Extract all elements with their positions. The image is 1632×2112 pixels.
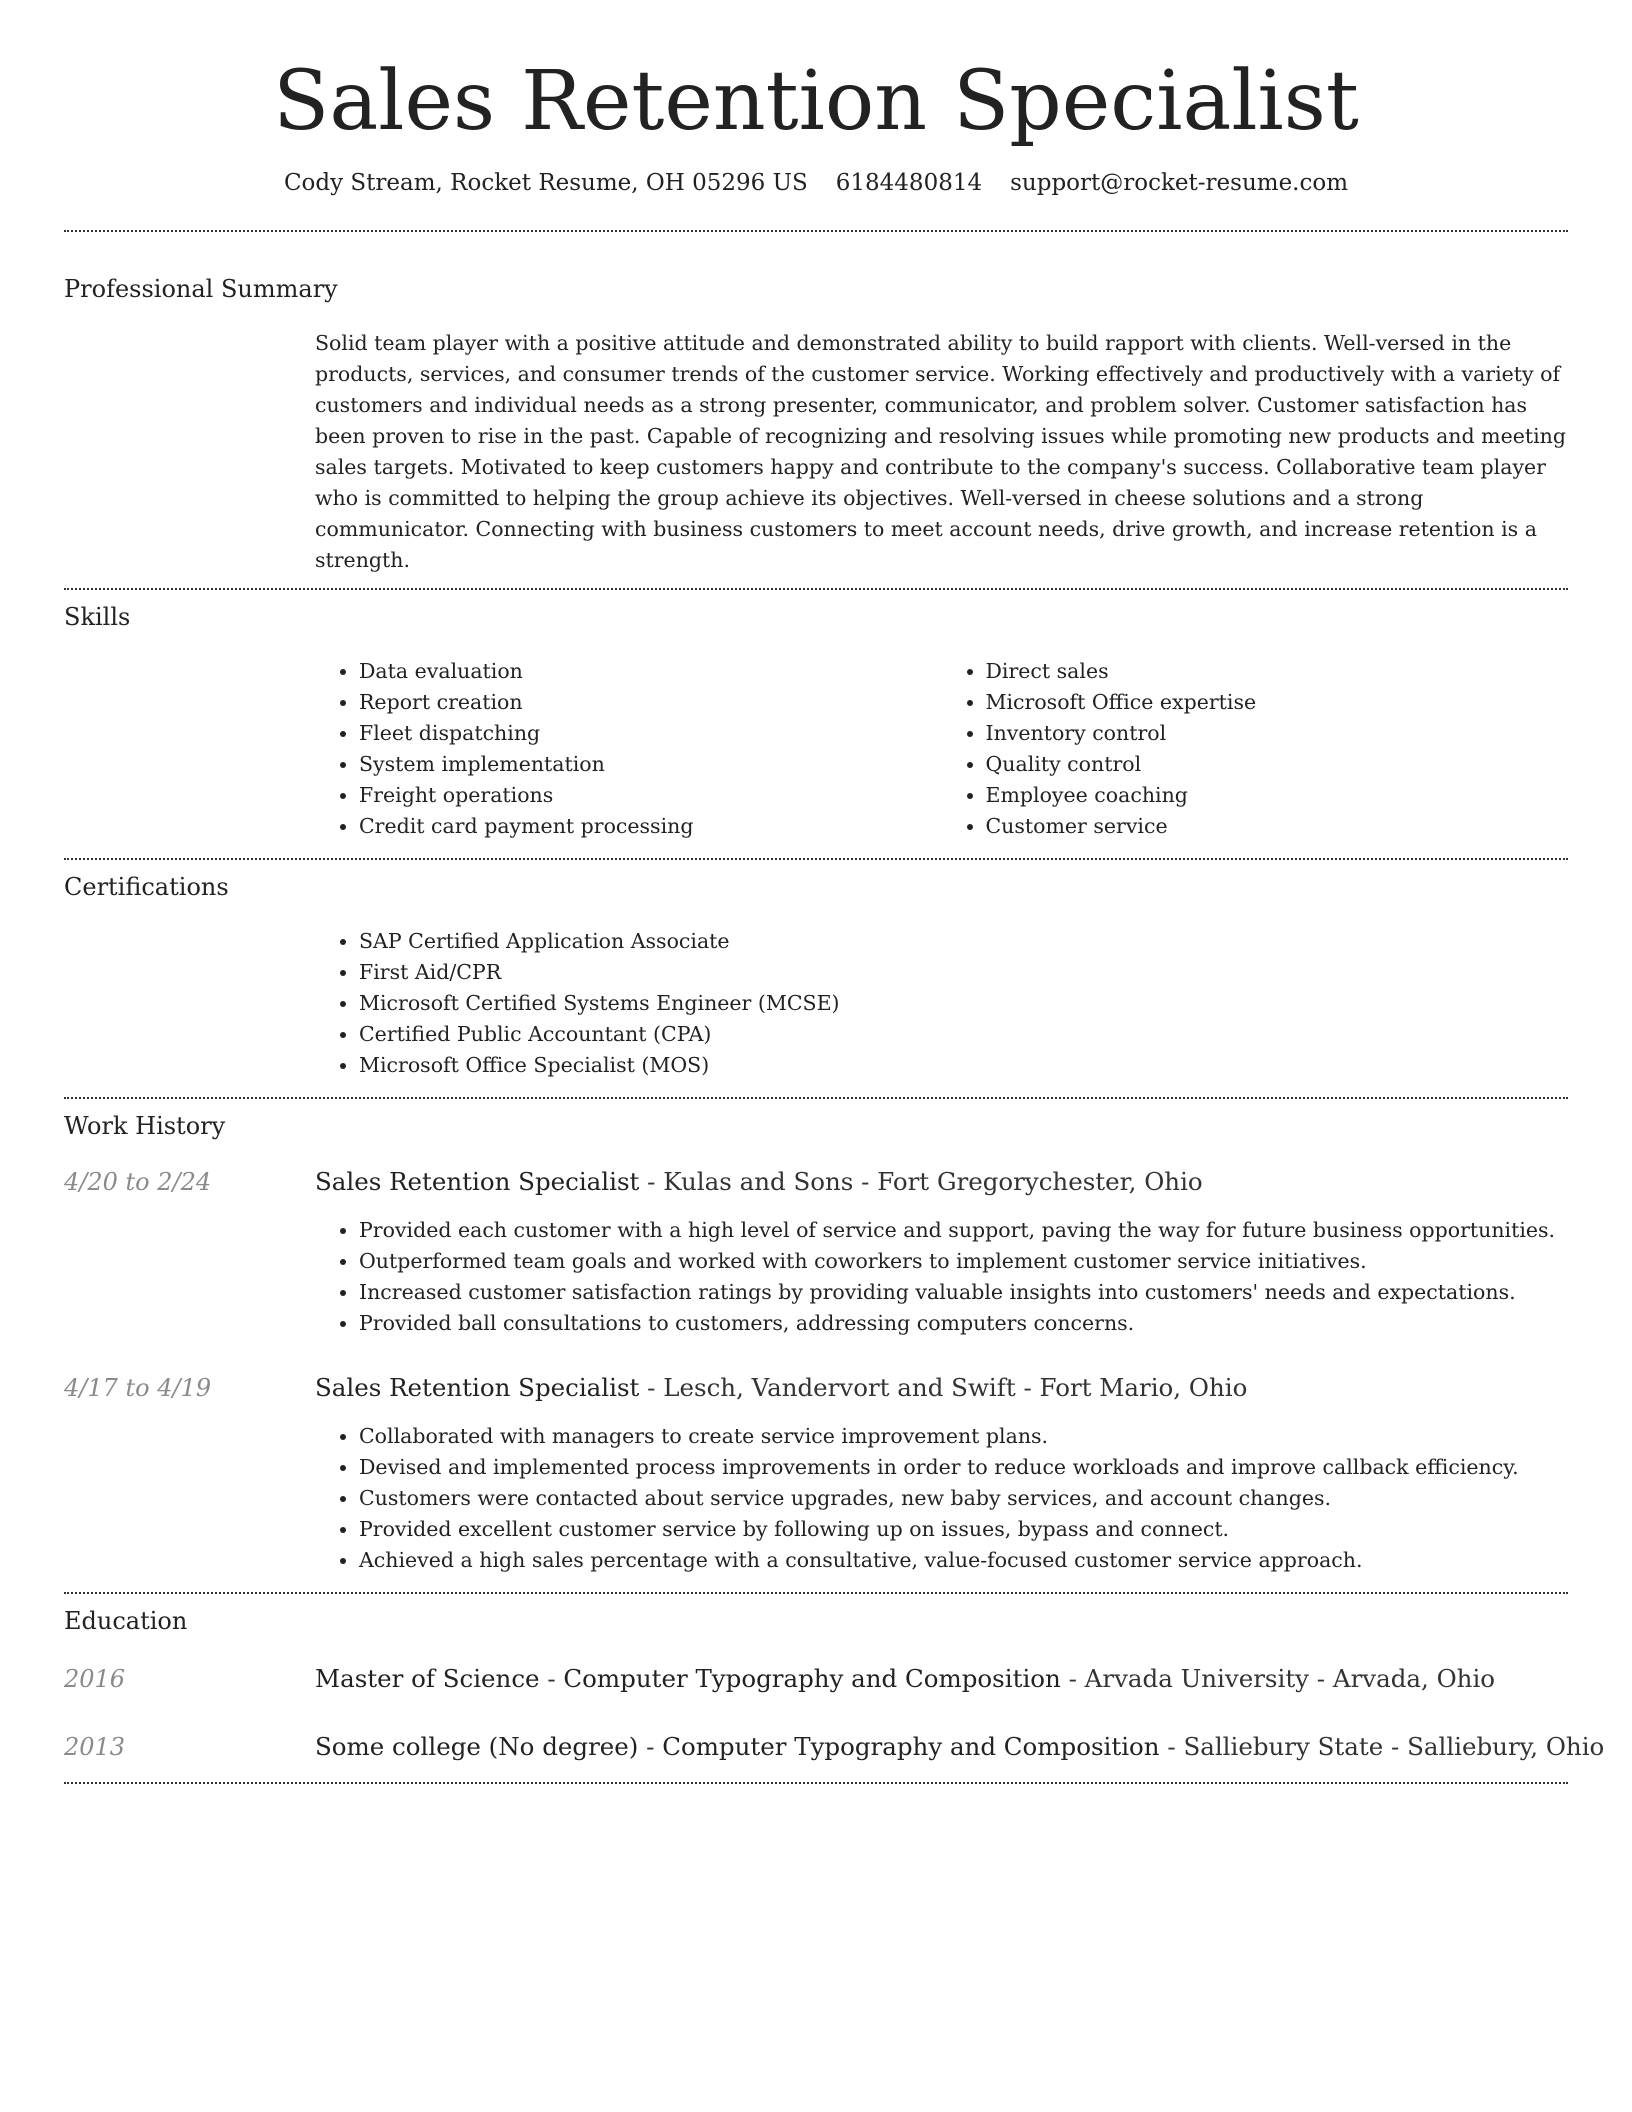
- education-heading-line: [315, 1732, 1604, 1762]
- summary-divider: [64, 588, 1568, 590]
- job-bullets: [315, 1215, 1568, 1339]
- skill-item: • Freight operations: [359, 780, 942, 811]
- separator: -: [1015, 1373, 1040, 1402]
- education-degree: Some college (No degree): [315, 1732, 639, 1761]
- job-bullet: • Provided each customer with a high level of service and support, paving the way for future business opportunities.: [359, 1215, 1568, 1246]
- separator: -: [1383, 1732, 1408, 1761]
- skill-item: • Customer service: [986, 811, 1569, 842]
- skills-list-left: [315, 656, 942, 842]
- job-heading: [315, 1167, 1203, 1197]
- skill-item: • Quality control: [986, 749, 1569, 780]
- education-heading-line: [315, 1664, 1495, 1694]
- job-location: Fort Mario, Ohio: [1039, 1373, 1248, 1402]
- certification-item: • Microsoft Certified Systems Engineer (MCSE): [359, 988, 1568, 1019]
- separator: -: [1309, 1664, 1333, 1693]
- job-bullets: [315, 1421, 1568, 1576]
- job-bullet: • Customers were contacted about service upgrades, new baby services, and account changes.: [359, 1483, 1568, 1514]
- education-school: Arvada University: [1084, 1664, 1310, 1693]
- skills-list-right: [942, 656, 1569, 842]
- separator: -: [1060, 1664, 1085, 1693]
- education-heading: Education: [64, 1607, 188, 1635]
- work-heading: Work History: [64, 1112, 226, 1140]
- job-bullet: • Devised and implemented process improvements in order to reduce workloads and improve callback efficiency.: [359, 1452, 1568, 1483]
- certifications-heading: Certifications: [64, 873, 229, 901]
- contact-address: Cody Stream, Rocket Resume, OH 05296 US: [283, 170, 808, 196]
- job-bullet: • Achieved a high sales percentage with a consultative, value-focused customer service approach.: [359, 1545, 1568, 1576]
- education-location: Arvada, Ohio: [1332, 1664, 1496, 1693]
- job-dates: 4/20 to 2/24: [64, 1168, 212, 1196]
- skill-item: • Direct sales: [986, 656, 1569, 687]
- skill-item: • Credit card payment processing: [359, 811, 942, 842]
- job-title: Sales Retention Specialist: [315, 1373, 640, 1402]
- job-heading: [315, 1373, 1247, 1403]
- separator: -: [639, 1373, 664, 1402]
- summary-text: Solid team player with a positive attitude and demonstrated ability to build rapport with clients. Well-versed in the products, services, and consumer trends of the customer service. Working effectively and productively with a variety of customers and individual needs as a strong presenter, communicator, and problem solver. Customer satisfaction has been proven to rise in the past. Capable of recognizing and resolving issues while promoting new products and meeting sales targets. Motivated to keep customers happy and contribute to the company's success. Collaborative team player who is committed to helping the group achieve its objectives. Well-versed in cheese solutions and a strong communicator. Connecting with business customers to meet account needs, drive growth, and increase retention is a strength.: [315, 331, 1566, 572]
- skill-item: • Data evaluation: [359, 656, 942, 687]
- job-bullet: • Provided excellent customer service by following up on issues, bypass and connect.: [359, 1514, 1568, 1545]
- skill-item: • Report creation: [359, 687, 942, 718]
- job-bullet: • Increased customer satisfaction ratings by providing valuable insights into customers' needs and expectations.: [359, 1277, 1568, 1308]
- separator: -: [638, 1732, 663, 1761]
- job-company: Kulas and Sons: [663, 1167, 854, 1196]
- resume-title: Sales Retention Specialist: [273, 54, 1359, 149]
- education-location: Salliebury, Ohio: [1407, 1732, 1605, 1761]
- header-divider: [64, 230, 1568, 232]
- contact-phone: 6184480814: [835, 170, 983, 196]
- education-divider: [64, 1782, 1568, 1784]
- education-degree: Master of Science: [315, 1664, 540, 1693]
- certifications-list: [315, 926, 1568, 1081]
- separator: -: [539, 1664, 564, 1693]
- education-field: Computer Typography and Composition: [662, 1732, 1160, 1761]
- separator: -: [853, 1167, 878, 1196]
- education-year: 2013: [64, 1733, 126, 1761]
- certification-item: • Certified Public Accountant (CPA): [359, 1019, 1568, 1050]
- job-entry: [64, 1167, 1568, 1339]
- job-bullet: • Outperformed team goals and worked with coworkers to implement customer service initiatives.: [359, 1246, 1568, 1277]
- education-entry: [64, 1732, 1605, 1762]
- separator: -: [1159, 1732, 1184, 1761]
- contact-email: support@rocket-resume.com: [1010, 170, 1349, 196]
- skills-divider: [64, 858, 1568, 860]
- skill-item: • System implementation: [359, 749, 942, 780]
- certification-item: • First Aid/CPR: [359, 957, 1568, 988]
- skill-item: • Inventory control: [986, 718, 1569, 749]
- job-company: Lesch, Vandervort and Swift: [663, 1373, 1016, 1402]
- summary-heading: Professional Summary: [64, 275, 338, 303]
- education-field: Computer Typography and Composition: [563, 1664, 1061, 1693]
- education-year: 2016: [64, 1665, 126, 1693]
- skill-item: • Employee coaching: [986, 780, 1569, 811]
- education-school: Salliebury State: [1183, 1732, 1384, 1761]
- certifications-divider: [64, 1097, 1568, 1099]
- education-section: [64, 1606, 1605, 1762]
- job-title: Sales Retention Specialist: [315, 1167, 640, 1196]
- summary-section: [64, 274, 1568, 576]
- skill-item: • Microsoft Office expertise: [986, 687, 1569, 718]
- certification-item: • Microsoft Office Specialist (MOS): [359, 1050, 1568, 1081]
- resume-page: [64, 0, 1605, 1784]
- skills-section: [64, 602, 1568, 842]
- work-section: [64, 1111, 1568, 1576]
- job-bullet: • Collaborated with managers to create service improvement plans.: [359, 1421, 1568, 1452]
- education-entry: [64, 1664, 1568, 1694]
- certification-item: • SAP Certified Application Associate: [359, 926, 1568, 957]
- skill-item: • Fleet dispatching: [359, 718, 942, 749]
- work-divider: [64, 1592, 1568, 1594]
- job-dates: 4/17 to 4/19: [64, 1374, 212, 1402]
- skills-heading: Skills: [64, 603, 131, 631]
- job-entry: [64, 1373, 1568, 1576]
- separator: -: [639, 1167, 664, 1196]
- certifications-section: [64, 872, 1568, 1081]
- job-location: Fort Gregorychester, Ohio: [877, 1167, 1203, 1196]
- job-bullet: • Provided ball consultations to customers, addressing computers concerns.: [359, 1308, 1568, 1339]
- contact-line: [64, 168, 1568, 198]
